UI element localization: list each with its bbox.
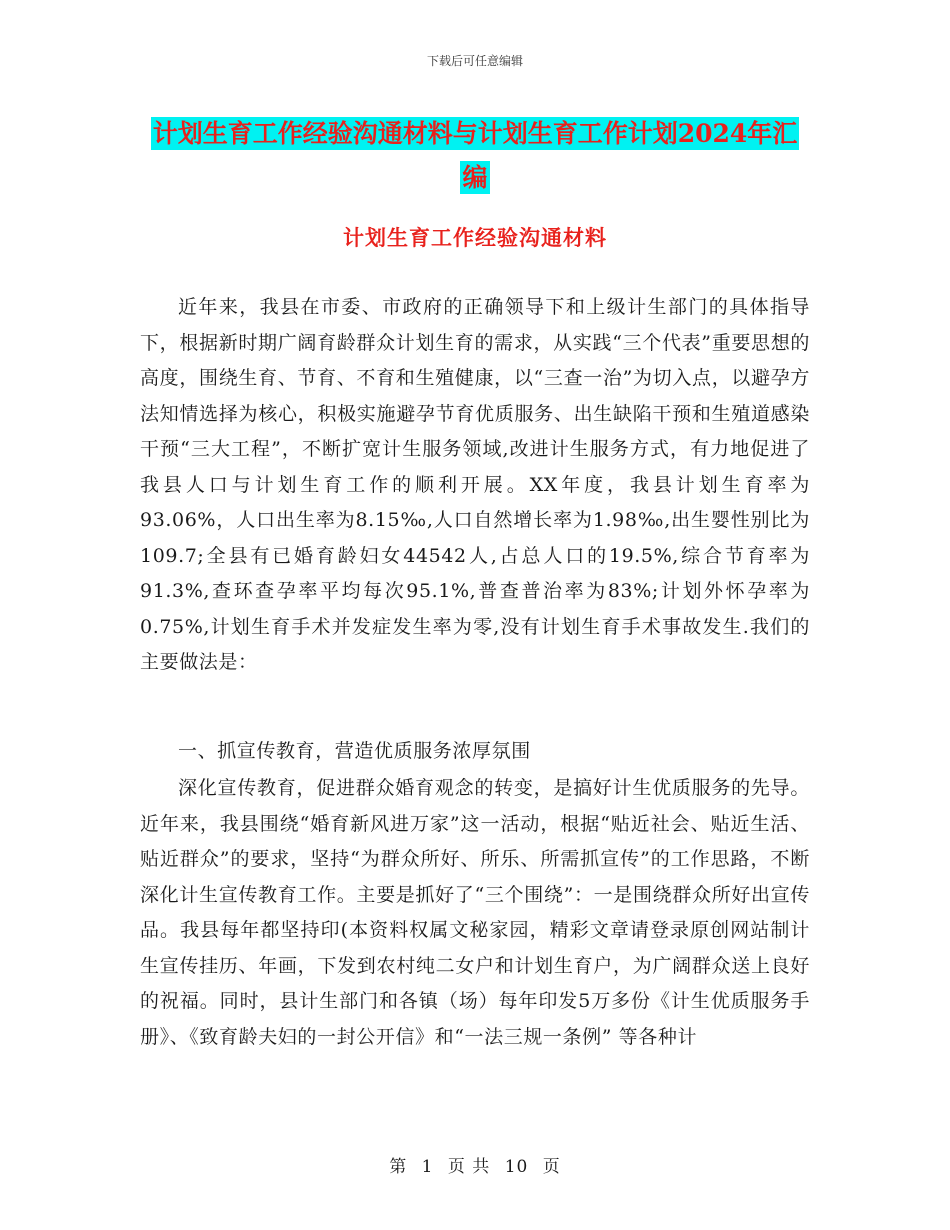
section-title: 计划生育工作经验沟通材料 (343, 225, 607, 250)
page-footer (0, 1152, 950, 1177)
heading-1: 一、抓宣传教育，营造优质服务浓厚氛围 (178, 740, 531, 762)
paragraph-2: 深化宣传教育，促进群众婚育观念的转变，是搞好计生优质服务的先导。近年来，我县围绕“婚育新风进万家”这一活动，根据“贴近社会、贴近生活、贴近群众”的要求，坚持“为群众所好、所乐、所需抓宣传”的工作思路，不断深化计生宣传教育工作。主要是抓好了“三个围绕”：一是围绕群众所好出宣传品。我县每年都坚持印(本资料权属文秘家园，精彩文章请登录原创网站制计生宣传挂历、年画，下发到农村纯二女户和计划生育户，为广阔群众送上良好的祝福。同时，县计生部门和各镇（场）每年印发5万多份《计生优质服务手册》、《致育龄夫妇的一封公开信》和“一法三规一条例” 等各种计 (140, 777, 810, 1048)
page-number: 1 (421, 1157, 434, 1177)
page-mid: 页 共 (447, 1157, 491, 1177)
document-title-text: 计划生育工作经验沟通材料与计划生育工作计划2024年汇编 (152, 119, 798, 192)
body-section-1 (140, 290, 810, 681)
header-note: 下载后可任意编辑 (426, 54, 523, 68)
page-prefix: 第 (389, 1157, 408, 1177)
page-total: 10 (504, 1157, 529, 1177)
page-suffix: 页 (542, 1157, 561, 1177)
document-title (140, 112, 810, 200)
paragraph-1: 近年来，我县在市委、市政府的正确领导下和上级计生部门的具体指导下，根据新时期广阔育龄群众计划生育的需求，从实践“三个代表”重要思想的高度，围绕生育、节育、不育和生殖健康，以“三查一治”为切入点，以避孕方法知情选择为核心，积极实施避孕节育优质服务、出生缺陷干预和生殖道感染干预“三大工程”，不断扩宽计生服务领域,改进计生服务方式，有力地促进了我县人口与计划生育工作的顺利开展。XX年度，我县计划生育率为93.06%，人口出生率为8.15‰,人口自然增长率为1.98‰,出生婴性别比为109.7;全县有已婚育龄妇女44542人,占总人口的19.5%,综合节育率为91.3%,查环查孕率平均每次95.1%,普查普治率为83%;计划外怀孕率为0.75%,计划生育手术并发症发生率为零,没有计划生育手术事故发生.我们的主要做法是： (140, 296, 810, 673)
body-section-2 (140, 771, 810, 1055)
